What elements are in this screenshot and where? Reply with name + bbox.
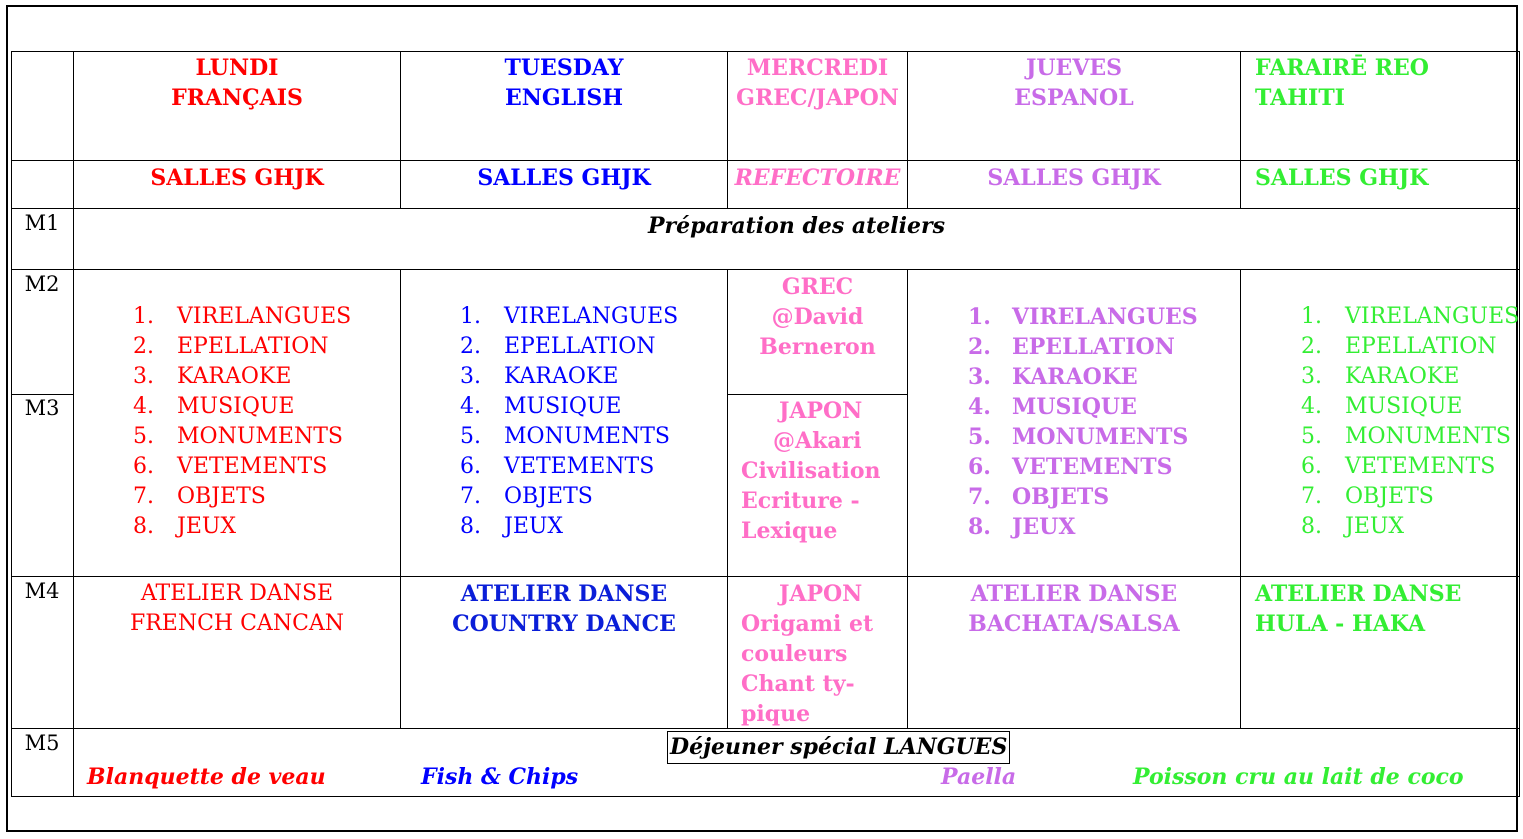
activity-item <box>460 482 678 512</box>
activity-label: OBJETS <box>1012 484 1110 510</box>
room-tuesday: SALLES GHJK <box>477 165 651 191</box>
room-jueves: SALLES GHJK <box>987 165 1161 191</box>
activity-item <box>133 302 351 332</box>
column-divider <box>1240 269 1241 729</box>
day-name: MERCREDI <box>746 55 889 81</box>
activity-label: OBJETS <box>1345 484 1434 509</box>
m5-title: Déjeuner spécial LANGUES <box>667 731 1010 764</box>
activity-number: 7. <box>968 484 991 510</box>
row-divider <box>11 269 1519 270</box>
activity-label: KARAOKE <box>1012 364 1138 390</box>
activity-item <box>460 422 678 452</box>
activity-label: JEUX <box>1012 514 1076 540</box>
row-divider <box>11 576 1519 577</box>
m4-line: HULA - HAKA <box>1255 611 1426 637</box>
activity-label: KARAOKE <box>504 364 619 389</box>
mercredi-japon <box>741 396 907 546</box>
room-mercredi: REFECTOIRE <box>734 165 901 191</box>
row-label-m3: M3 <box>24 396 60 420</box>
activity-number: 6. <box>1301 454 1322 479</box>
activity-number: 7. <box>1301 484 1322 509</box>
mercredi-grec <box>728 272 907 362</box>
header-tuesday <box>401 53 727 113</box>
row-divider <box>11 394 73 395</box>
m4-line: pique <box>741 701 811 727</box>
activity-label: MONUMENTS <box>504 424 670 449</box>
activity-number: 1. <box>1301 304 1322 329</box>
activity-item <box>1301 302 1519 332</box>
activities-tuesday <box>460 302 678 542</box>
activity-item <box>1301 332 1519 362</box>
day-name: JUEVES <box>1025 55 1123 81</box>
activity-label: MONUMENTS <box>1012 424 1189 450</box>
activity-item <box>460 392 678 422</box>
day-language: GREC/JAPON <box>736 85 899 111</box>
meal-jueves: Paella <box>941 764 1017 790</box>
m4-line: ATELIER DANSE <box>140 581 334 606</box>
m4-tahiti <box>1255 579 1519 639</box>
activity-item <box>1301 392 1519 422</box>
room-lundi: SALLES GHJK <box>150 165 324 191</box>
activity-number: 4. <box>133 394 154 419</box>
activity-item <box>1301 362 1519 392</box>
column-divider <box>1240 51 1241 209</box>
activity-number: 3. <box>133 364 154 389</box>
activity-number: 1. <box>460 304 481 329</box>
activity-label: EPELLATION <box>177 334 329 359</box>
activity-label: MUSIQUE <box>177 394 295 419</box>
activity-item <box>968 392 1198 422</box>
activity-number: 8. <box>460 514 481 539</box>
grec-line: Berneron <box>759 334 876 360</box>
activity-number: 6. <box>133 454 154 479</box>
m4-line: Origami et <box>741 611 874 637</box>
activity-number: 5. <box>1301 424 1322 449</box>
activity-label: MONUMENTS <box>177 424 343 449</box>
header-tahiti <box>1255 53 1519 113</box>
meal-tuesday: Fish & Chips <box>421 764 579 790</box>
m4-line: Chant ty- <box>741 671 855 697</box>
activity-number: 8. <box>968 514 991 540</box>
m4-line: BACHATA/SALSA <box>968 611 1180 637</box>
activity-label: OBJETS <box>504 484 593 509</box>
header-jueves <box>908 53 1240 113</box>
row-label-m1: M1 <box>24 211 60 235</box>
activity-item <box>460 512 678 542</box>
japon-line: Civilisation <box>741 458 881 484</box>
activity-label: OBJETS <box>177 484 266 509</box>
column-divider <box>907 269 908 729</box>
activity-label: MUSIQUE <box>504 394 622 419</box>
m1-preparation: Préparation des ateliers <box>648 213 945 239</box>
day-language: ENGLISH <box>504 85 624 111</box>
activity-number: 3. <box>968 364 991 390</box>
row-label-m2: M2 <box>24 272 60 296</box>
room-tahiti: SALLES GHJK <box>1255 165 1429 191</box>
activity-number: 3. <box>460 364 481 389</box>
activity-label: VIRELANGUES <box>504 304 679 329</box>
activity-item <box>133 482 351 512</box>
header-mercredi <box>728 53 907 113</box>
m4-tuesday <box>401 579 727 639</box>
activity-number: 7. <box>460 484 481 509</box>
activity-item <box>968 302 1198 332</box>
activity-number: 7. <box>133 484 154 509</box>
day-name: FARAIRĒ REO TAHITI <box>1255 55 1429 111</box>
activity-number: 5. <box>460 424 481 449</box>
m4-line: ATELIER DANSE <box>970 581 1178 607</box>
activity-label: EPELLATION <box>1012 334 1175 360</box>
row-divider <box>727 394 907 395</box>
activity-label: VETEMENTS <box>1012 454 1173 480</box>
activity-label: VETEMENTS <box>504 454 655 479</box>
activity-number: 6. <box>460 454 481 479</box>
activity-item <box>1301 452 1519 482</box>
activity-label: MUSIQUE <box>1345 394 1463 419</box>
activity-label: VIRELANGUES <box>1345 304 1520 329</box>
meal-tahiti: Poisson cru au lait de coco <box>1133 764 1464 790</box>
activity-number: 2. <box>133 334 154 359</box>
row-divider <box>11 160 1519 161</box>
activity-label: VETEMENTS <box>177 454 328 479</box>
m4-line: JAPON <box>779 581 863 607</box>
activity-number: 6. <box>968 454 991 480</box>
activity-item <box>460 332 678 362</box>
table-border-left <box>11 51 12 797</box>
activity-label: JEUX <box>1345 514 1405 539</box>
activity-item <box>968 512 1198 542</box>
activity-label: VIRELANGUES <box>1012 304 1198 330</box>
table-border-bottom <box>11 796 1519 797</box>
activity-label: KARAOKE <box>177 364 292 389</box>
activity-item <box>968 422 1198 452</box>
activity-label: KARAOKE <box>1345 364 1460 389</box>
activity-number: 8. <box>1301 514 1322 539</box>
activities-jueves <box>968 302 1198 542</box>
activity-label: JEUX <box>504 514 564 539</box>
activity-item <box>133 362 351 392</box>
day-name: LUNDI <box>195 55 279 81</box>
m4-line: COUNTRY DANCE <box>452 611 676 637</box>
activity-item <box>460 452 678 482</box>
activity-label: JEUX <box>177 514 237 539</box>
activity-item <box>1301 422 1519 452</box>
activity-number: 2. <box>460 334 481 359</box>
japon-line: Ecriture - <box>741 488 860 514</box>
activity-item <box>133 422 351 452</box>
activity-item <box>968 452 1198 482</box>
activities-lundi <box>133 302 351 542</box>
japon-line: @Akari <box>773 428 862 454</box>
day-language: FRANÇAIS <box>171 85 303 111</box>
activity-number: 3. <box>1301 364 1322 389</box>
m4-line: ATELIER DANSE <box>460 581 668 607</box>
activity-number: 4. <box>460 394 481 419</box>
day-name: TUESDAY <box>504 55 624 81</box>
m4-mercredi <box>741 579 907 729</box>
activity-number: 1. <box>133 304 154 329</box>
m4-lundi <box>74 579 400 639</box>
activity-item <box>460 302 678 332</box>
japon-line: JAPON <box>779 398 863 424</box>
activity-item <box>133 452 351 482</box>
activity-item <box>968 362 1198 392</box>
activity-item <box>968 482 1198 512</box>
activity-item <box>460 362 678 392</box>
activity-number: 2. <box>968 334 991 360</box>
activities-tahiti <box>1301 302 1519 542</box>
activity-number: 5. <box>968 424 991 450</box>
activity-label: MONUMENTS <box>1345 424 1511 449</box>
activity-number: 4. <box>1301 394 1322 419</box>
activity-item <box>1301 482 1519 512</box>
row-label-m4: M4 <box>24 579 60 603</box>
row-label-m5: M5 <box>24 731 60 755</box>
activity-label: MUSIQUE <box>1012 394 1137 420</box>
activity-item <box>133 332 351 362</box>
m4-line: FRENCH CANCAN <box>129 611 345 636</box>
table-border-top <box>11 51 1519 52</box>
japon-line: Lexique <box>741 518 838 544</box>
activity-number: 2. <box>1301 334 1322 359</box>
activity-item <box>968 332 1198 362</box>
column-divider <box>400 269 401 729</box>
grec-line: @David <box>771 304 864 330</box>
row-divider <box>11 208 1519 209</box>
activity-label: EPELLATION <box>504 334 656 359</box>
activity-number: 4. <box>968 394 991 420</box>
activity-item <box>133 392 351 422</box>
m4-line: ATELIER DANSE <box>1255 581 1462 607</box>
meal-lundi: Blanquette de veau <box>87 764 326 790</box>
grec-line: GREC <box>781 274 854 300</box>
header-lundi <box>74 53 400 113</box>
m4-jueves <box>908 579 1240 639</box>
activity-label: VETEMENTS <box>1345 454 1496 479</box>
activity-number: 8. <box>133 514 154 539</box>
day-language: ESPANOL <box>1014 85 1134 111</box>
activity-number: 1. <box>968 304 991 330</box>
activity-item <box>133 512 351 542</box>
activity-item <box>1301 512 1519 542</box>
activity-number: 5. <box>133 424 154 449</box>
m4-line: couleurs <box>741 641 848 667</box>
activity-label: VIRELANGUES <box>177 304 352 329</box>
activity-label: EPELLATION <box>1345 334 1497 359</box>
